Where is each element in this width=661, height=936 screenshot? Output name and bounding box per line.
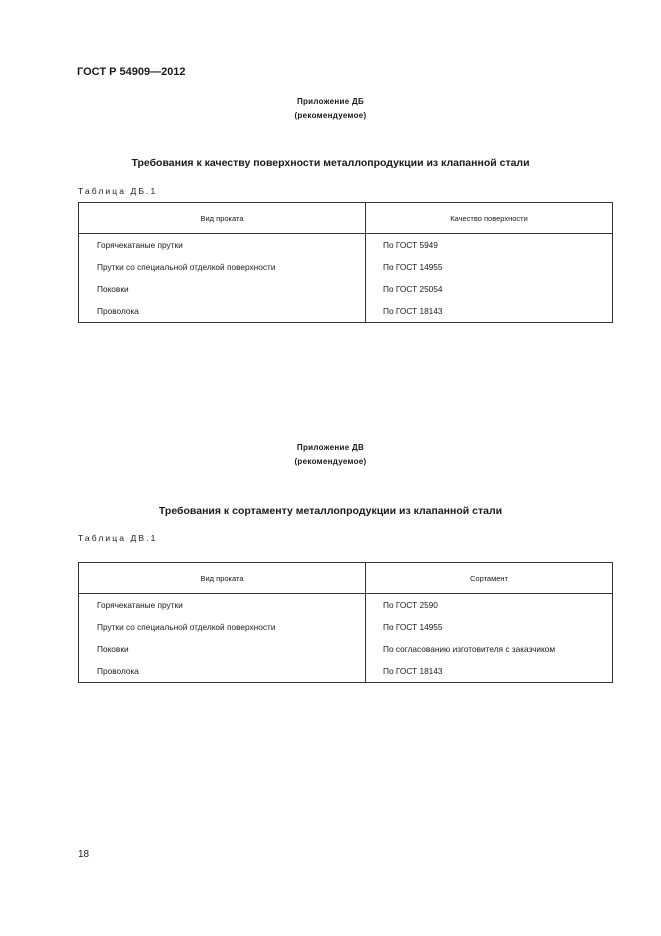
column-header-assortment: Сортамент [366,563,613,594]
table-row [79,234,613,257]
table-row [79,594,613,617]
column-header-product-type: Вид проката [79,203,366,234]
table-cell: Проволока [79,660,366,683]
appendix-dv-section-title: Требования к сортаменту металлопродукции из клапанной стали [158,505,503,517]
appendix-dv-subtitle: (рекомендуемое) [294,457,367,466]
appendix-db-subtitle: (рекомендуемое) [294,111,367,120]
appendix-dv-heading [0,441,661,469]
table-row [79,638,613,660]
table-db1 [78,202,613,323]
table-cell: Поковки [79,638,366,660]
appendix-db-heading [0,95,661,123]
table-cell: По ГОСТ 18143 [366,660,613,683]
table-cell: Горячекатаные прутки [79,594,366,617]
table-row [79,278,613,300]
table-cell: Прутки со специальной отделкой поверхности [79,616,366,638]
table-dv1 [78,562,613,683]
table-row [79,660,613,683]
table-cell: По ГОСТ 5949 [366,234,613,257]
table-row [79,616,613,638]
table-header-row [79,563,613,594]
table-cell: Горячекатаные прутки [79,234,366,257]
column-header-product-type: Вид проката [79,563,366,594]
table-header-row [79,203,613,234]
table-cell: Поковки [79,278,366,300]
table-cell: Прутки со специальной отделкой поверхности [79,256,366,278]
column-header-surface-quality: Качество поверхности [366,203,613,234]
table-cell: По согласованию изготовителя с заказчиком [366,638,613,660]
document-code: ГОСТ Р 54909—2012 [77,66,186,78]
page-number: 18 [78,849,90,860]
table-row [79,256,613,278]
appendix-db-title: Приложение ДБ [296,97,365,106]
table-cell: Проволока [79,300,366,323]
table-cell: По ГОСТ 2590 [366,594,613,617]
table-cell: По ГОСТ 14955 [366,616,613,638]
table-cell: По ГОСТ 14955 [366,256,613,278]
table-cell: По ГОСТ 25054 [366,278,613,300]
table-dv1-caption: Таблица ДВ.1 [78,533,158,543]
table-row [79,300,613,323]
appendix-dv-title: Приложение ДВ [296,443,365,452]
table-db1-caption: Таблица ДБ.1 [78,186,158,196]
table-cell: По ГОСТ 18143 [366,300,613,323]
appendix-db-section-title: Требования к качеству поверхности металлопродукции из клапанной стали [131,157,530,169]
